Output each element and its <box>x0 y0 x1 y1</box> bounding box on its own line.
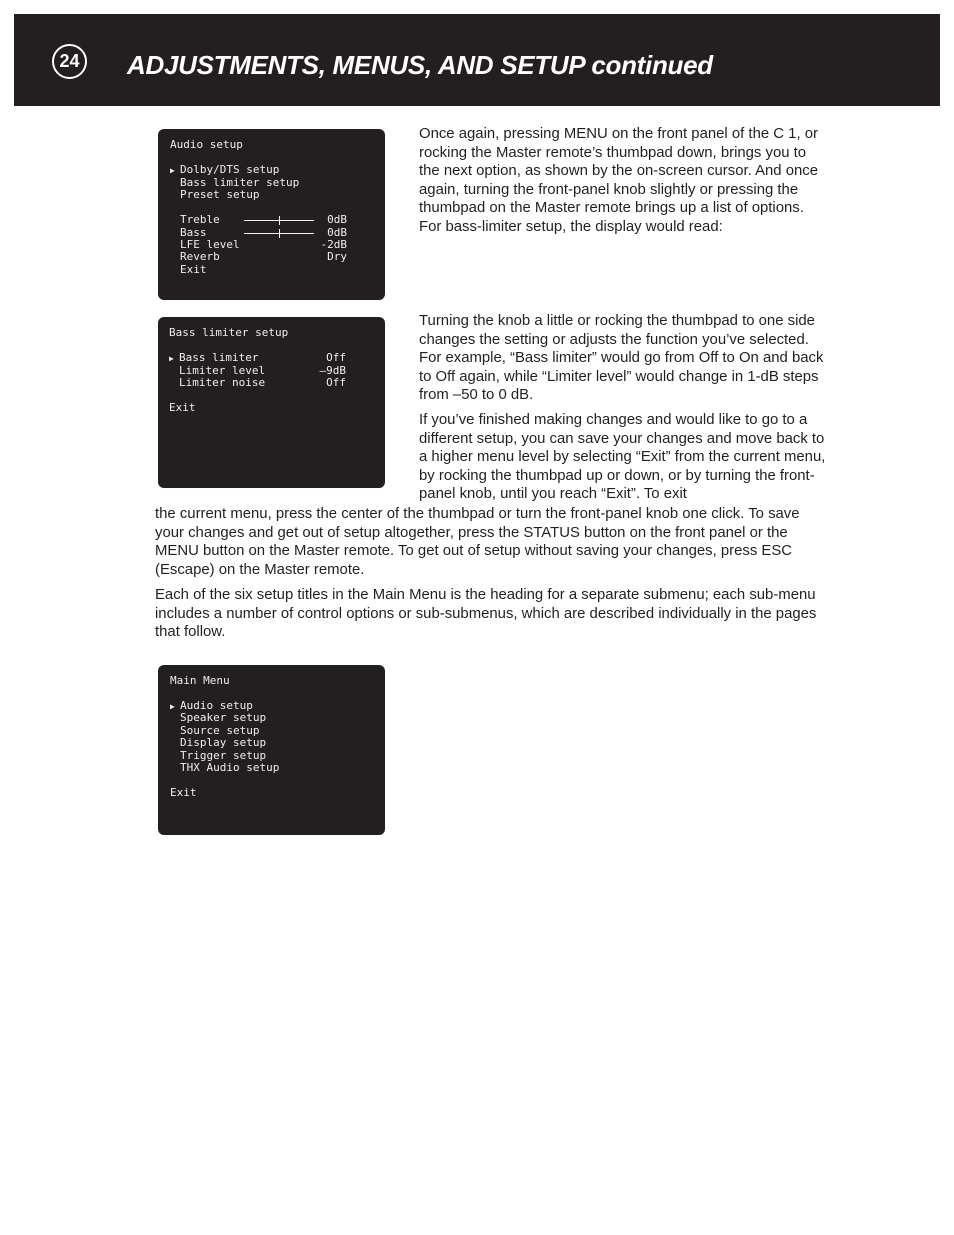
osd-main-menu <box>158 665 385 835</box>
osd-item-source-setup: Source setup <box>180 724 260 737</box>
osd-item-audio-setup: Audio setup <box>180 699 253 712</box>
osd-value-lfe-level: -2dB <box>320 238 347 251</box>
osd-audio-setup <box>158 129 385 300</box>
paragraph-menu-navigation: Once again, pressing MENU on the front panel of the C 1, or rocking the Master remote’s thumbpad down, brings you to the next option, as shown by the on-screen cursor. And once again, turning the front-panel knob slightly or pressing the thumbpad on the Master remote brings up a list of options. For bass-limiter setup, the display would read: <box>419 126 818 235</box>
osd-value-bass-limiter: Off <box>326 351 346 364</box>
paragraph-save-changes: the current menu, press the center of the thumbpad or turn the front-panel knob one click. To save your changes and get out of setup altogether, press the STATUS button on the front panel or the MENU button on the Master remote. To get out of setup without saving your changes, press ESC (Escape) on the Master remote. <box>155 506 800 578</box>
osd-label-reverb: Reverb <box>180 250 220 263</box>
osd-item-thx-audio-setup: THX Audio setup <box>180 761 280 774</box>
osd-value-reverb: Dry <box>327 250 347 263</box>
osd-label-limiter-noise: Limiter noise <box>179 376 266 389</box>
osd-value-limiter-level: –9dB <box>319 364 346 377</box>
cursor-arrow-icon: ▶ <box>170 702 175 711</box>
osd-item-speaker-setup: Speaker setup <box>180 711 267 724</box>
osd-label-treble: Treble <box>180 213 220 226</box>
osd-bass-limiter-setup <box>158 317 385 488</box>
osd-item-trigger-setup: Trigger setup <box>180 749 267 762</box>
page-title: ADJUSTMENTS, MENUS, AND SETUP continued <box>127 50 713 80</box>
cursor-arrow-icon: ▶ <box>170 166 175 175</box>
osd-item-bass-limiter-setup: Bass limiter setup <box>180 176 300 189</box>
paragraph-exit-menu: If you’ve finished making changes and would like to go to a different setup, you can save your changes and move back to a higher menu level by selecting “Exit” from the current menu, by rocking the thumbpad up or down, or by turning the front-panel knob, until you reach “Exit”. To exit <box>419 412 826 503</box>
paragraph-adjust-setting: Turning the knob a little or rocking the thumbpad to one side changes the setting or adjusts the function you’ve selected. For example, “Bass limiter” would go from Off to On and back to Off again, while “Limiter level” would change in 1-dB steps from –50 to 0 dB. <box>419 313 824 404</box>
bass-slider <box>244 229 314 238</box>
osd-label-bass: Bass <box>180 226 207 239</box>
osd-item-dolby-dts-setup: Dolby/DTS setup <box>180 163 280 176</box>
osd-value-bass: 0dB <box>327 226 347 239</box>
osd-value-limiter-noise: Off <box>326 376 346 389</box>
osd-label-limiter-level: Limiter level <box>179 364 266 377</box>
osd-exit: Exit <box>169 401 196 414</box>
osd-value-treble: 0dB <box>327 213 347 226</box>
osd-item-preset-setup: Preset setup <box>180 188 260 201</box>
treble-slider <box>244 216 314 225</box>
osd-label-bass-limiter: Bass limiter <box>179 351 259 364</box>
paragraph-main-menu: Each of the six setup titles in the Main Menu is the heading for a separate submenu; each sub-menu includes a number of control options or sub-submenus, which are described individually in the pages that follow. <box>155 587 817 641</box>
osd-label-lfe-level: LFE level <box>180 238 240 251</box>
osd-item-display-setup: Display setup <box>180 736 267 749</box>
osd-exit: Exit <box>180 263 207 276</box>
osd-title: Bass limiter setup <box>169 326 289 339</box>
osd-title: Main Menu <box>170 674 230 687</box>
osd-exit: Exit <box>170 786 197 799</box>
page-number: 24 <box>52 44 87 79</box>
cursor-arrow-icon: ▶ <box>169 354 174 363</box>
osd-title: Audio setup <box>170 138 243 151</box>
